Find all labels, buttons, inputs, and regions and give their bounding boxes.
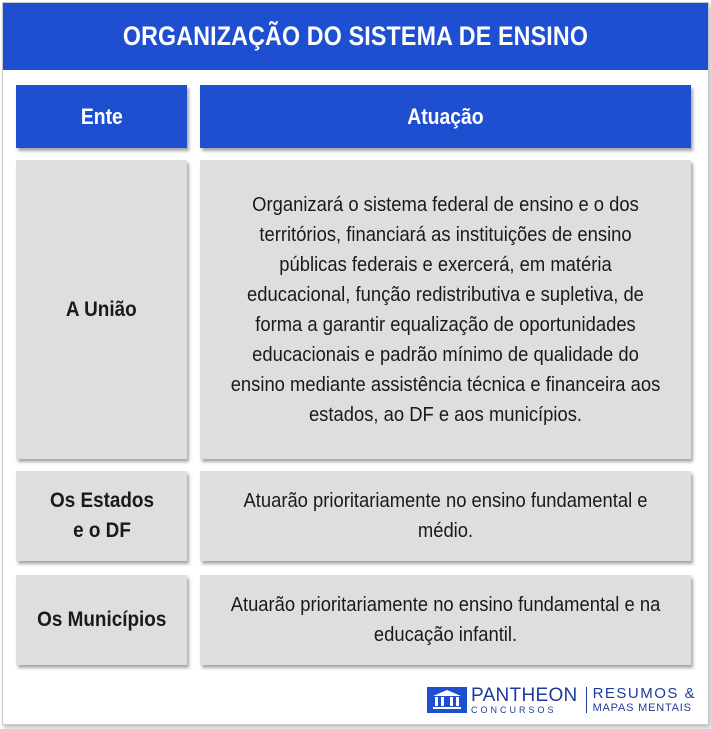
brand-sub: CONCURSOS bbox=[471, 704, 557, 715]
brand-main: PANTHEON bbox=[471, 684, 578, 706]
ente-label: A União bbox=[66, 297, 137, 321]
table-row-atuacao bbox=[200, 575, 691, 665]
brand-name bbox=[471, 686, 578, 715]
table-row-atuacao bbox=[200, 471, 691, 561]
table-row-ente bbox=[16, 160, 187, 459]
atuacao-text: Atuarão prioritariamente no ensino fundamental e médio. bbox=[243, 490, 648, 542]
header-ente bbox=[16, 85, 187, 148]
title-banner bbox=[3, 3, 708, 70]
tagline-line-2: MAPAS MENTAIS bbox=[592, 702, 692, 714]
table-row-ente bbox=[16, 471, 187, 561]
header-atuacao bbox=[200, 85, 691, 148]
table-row-atuacao bbox=[200, 160, 691, 459]
brand-tagline bbox=[593, 686, 697, 714]
page-title: ORGANIZAÇÃO DO SISTEMA DE ENSINO bbox=[122, 21, 589, 51]
brand-divider bbox=[586, 687, 587, 713]
tagline-line-1: RESUMOS & bbox=[592, 685, 697, 702]
ente-label: Os Municípios bbox=[36, 608, 167, 631]
header-atuacao-label: Atuação bbox=[407, 103, 484, 129]
header-ente-label: Ente bbox=[80, 103, 123, 129]
atuacao-text: Organizará o sistema federal de ensino e o dos territórios, financiará as instituições de ensino públicas federais e exercerá, em matéria educacional, função redistributiva e supletiva, de forma a garantir equalização de oportunidades educacionais e padrão mínimo de qualidade do ensino mediante assistência técnica e financeira aos estados, ao DF e aos municípios. bbox=[230, 193, 661, 426]
brand-logo bbox=[427, 685, 696, 715]
ente-label: Os Estados e o DF bbox=[49, 489, 154, 542]
atuacao-text: Atuarão prioritariamente no ensino fundamental e na educação infantil. bbox=[230, 594, 661, 646]
temple-icon bbox=[427, 687, 467, 713]
infographic-frame bbox=[2, 2, 709, 725]
table-row-ente bbox=[16, 575, 187, 665]
